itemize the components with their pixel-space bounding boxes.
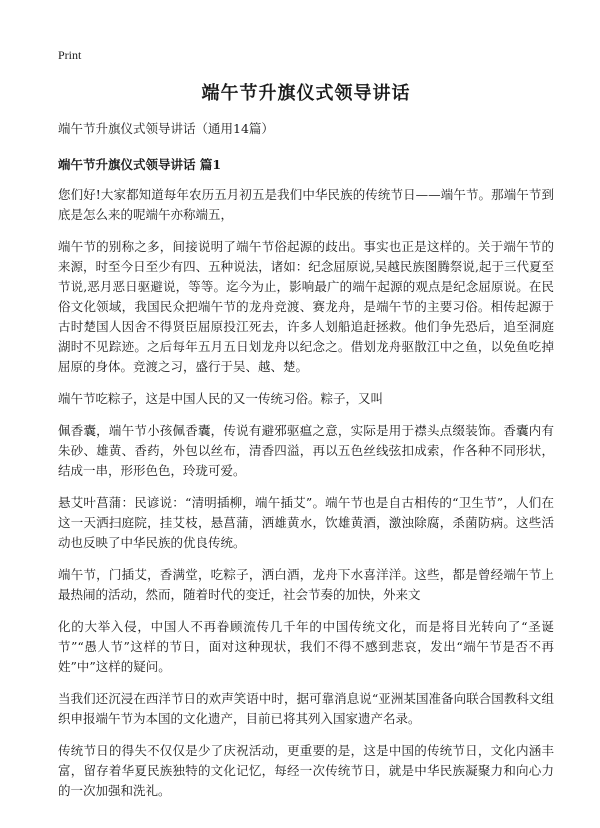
paragraph-7: 化的大举入侵，中国人不再眷顾流传几千年的中国传统文化，而是将目光转向了“圣诞节”“愚人节”这样的节日，面对这种现状，我们不得不感到悲哀，发出“端午节是否不再姓”中”这样的疑问。 bbox=[58, 619, 554, 674]
section-heading: 端午节升旗仪式领导讲话 篇1 bbox=[58, 157, 222, 172]
paragraph-1: 您们好!大家都知道每年农历五月初五是我们中华民族的传统节日——端午节。那端午节到底是怎么来的呢端午亦称端五， bbox=[58, 187, 554, 222]
paragraph-4: 佩香囊，端午节小孩佩香囊，传说有避邪驱瘟之意，实际是用于襟头点缀装饰。香囊内有朱砂、雄黄、香药，外包以丝布，清香四溢，再以五色丝线弦扣成索，作各种不同形状，结成一串，形形色色，玲珑可爱。 bbox=[58, 423, 554, 478]
paragraph-3: 端午节吃粽子，这是中国人民的又一传统习俗。粽子，又叫 bbox=[58, 391, 384, 406]
paragraph-5: 悬艾叶菖蒲：民谚说：“清明插柳，端午插艾”。端午节也是自古相传的“卫生节”，人们在这一天洒扫庭院，挂艾枝，悬菖蒲，洒雄黄水，饮雄黄酒，激浊除腐，杀菌防病。这些活动也反映了中华民族的优良传统。 bbox=[58, 495, 554, 550]
print-link[interactable]: Print bbox=[58, 48, 82, 62]
paragraph-8: 当我们还沉浸在西洋节日的欢声笑语中时，据可靠消息说“亚洲某国准备向联合国教科文组织申报端午节为本国的文化遗产，目前已将其列入国家遗产名录。 bbox=[58, 691, 554, 726]
document-subtitle: 端午节升旗仪式领导讲话（通用14篇） bbox=[58, 121, 274, 136]
paragraph-9: 传统节日的得失不仅仅是少了庆祝活动，更重要的是，这是中国的传统节日，文化内涵丰富，留存着华夏民族独特的文化记忆，每经一次传统节日，就是中华民族凝聚力和向心力的一次加强和洗礼。 bbox=[58, 743, 554, 798]
document-body bbox=[58, 185, 554, 801]
document-title: 端午节升旗仪式领导讲话 bbox=[201, 83, 411, 104]
paragraph-6: 端午节，门插艾，香满堂，吃粽子，洒白酒，龙舟下水喜洋洋。这些，都是曾经端午节上最热闹的活动，然而，随着时代的变迁，社会节奏的加快，外来文 bbox=[58, 567, 554, 602]
paragraph-2: 端午节的别称之多，间接说明了端午节俗起源的歧出。事实也正是这样的。关于端午节的来源，时至今日至少有四、五种说法，诸如：纪念屈原说,吴越民族图腾祭说,起于三代夏至节说,恶月恶日驱避说，等等。迄今为止，影响最广的端午起源的观点是纪念屈原说。在民俗文化领域，我国民众把端午节的龙舟竞渡、赛龙舟，是端午节的主要习俗。相传起源于古时楚国人因舍不得贤臣屈原投江死去，许多人划船追赶拯救。他们争先恐后，追至洞庭湖时不见踪迹。之后每年五月五日划龙舟以纪念之。借划龙舟驱散江中之鱼，以免鱼吃掉屈原的身体。竞渡之习，盛行于吴、越、楚。 bbox=[58, 239, 554, 374]
